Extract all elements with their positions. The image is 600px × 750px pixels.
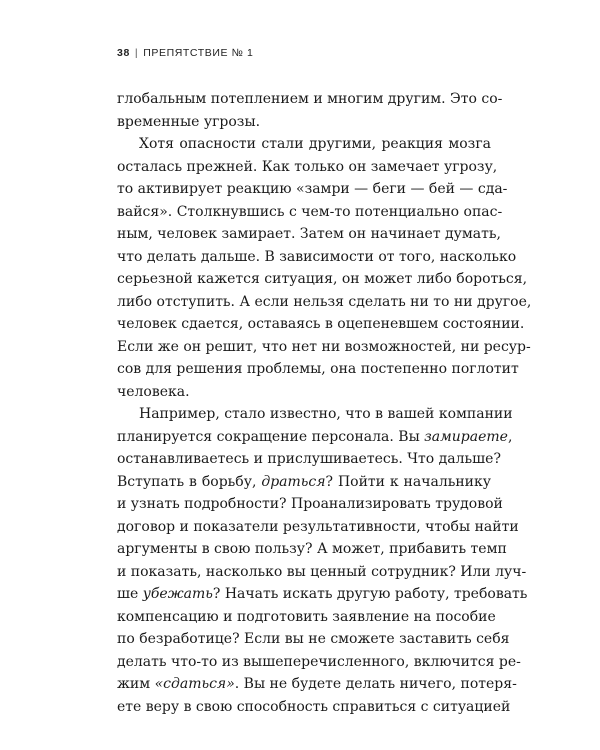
text-segment: Если же он решит, что нет ни возможностей, ни ресур- bbox=[117, 338, 531, 355]
text-line bbox=[117, 696, 511, 719]
text-line bbox=[117, 358, 519, 381]
text-segment: аргументы в свою пользу? А может, прибавить темп bbox=[117, 541, 507, 557]
text-line bbox=[117, 381, 491, 404]
text-segment: Например, стало известно, что в вашей компании bbox=[139, 406, 513, 422]
text-segment: планируется сокращение персонала. Вы bbox=[117, 428, 425, 445]
text-line bbox=[117, 628, 510, 651]
text-line bbox=[117, 201, 503, 224]
text-segment: Хотя опасности стали другими, реакция мозга bbox=[139, 136, 491, 152]
text-line bbox=[117, 561, 527, 584]
text-segment: . Вы не будете делать ничего, потеря- bbox=[234, 676, 517, 692]
text-line bbox=[117, 336, 531, 359]
text-line bbox=[117, 493, 503, 516]
text-segment: временные угрозы. bbox=[117, 113, 261, 130]
text-line bbox=[117, 426, 513, 449]
text-segment: сов для решения проблемы, она постепенно поглотит bbox=[117, 361, 519, 377]
text-segment: делать что-то из вышеперечисленного, включится ре- bbox=[117, 653, 521, 670]
italic-text: замираете bbox=[424, 428, 508, 445]
text-line bbox=[117, 471, 491, 494]
text-line bbox=[117, 246, 517, 269]
text-segment: человек сдается, оставаясь в оцепеневшем состоянии. bbox=[117, 316, 525, 332]
text-segment: глобальным потеплением и многим другим. Это со- bbox=[117, 91, 503, 107]
text-line bbox=[117, 448, 501, 471]
text-segment: ете веру в свою способность справиться с ситуацией bbox=[117, 698, 511, 715]
text-segment: либо отступить. А если нельзя сделать ни то ни другое, bbox=[117, 293, 532, 310]
text-line bbox=[117, 606, 496, 629]
text-segment: вайся». Столкнувшись с чем-то потенциально опас- bbox=[117, 203, 503, 220]
text-segment: человека. bbox=[117, 383, 190, 400]
text-segment: , bbox=[507, 428, 513, 445]
text-line bbox=[117, 538, 507, 561]
text-segment: осталась прежней. Как только он замечает угрозу, bbox=[117, 158, 498, 175]
text-segment: договор и показатели результативности, чтобы найти bbox=[117, 518, 519, 535]
text-line bbox=[117, 223, 501, 246]
text-segment: ным, человек замирает. Затем он начинает думать, bbox=[117, 226, 501, 242]
header-separator: | bbox=[134, 47, 139, 59]
text-segment: серьезной кажется ситуация, он может либо бороться, bbox=[117, 271, 528, 287]
text-segment: то активирует реакцию «замри — беги — бей — сда- bbox=[117, 181, 508, 197]
italic-text: убежать bbox=[142, 586, 213, 602]
text-line bbox=[117, 673, 517, 696]
text-line bbox=[117, 178, 508, 201]
text-line bbox=[117, 111, 491, 134]
italic-text: «сдаться» bbox=[154, 676, 235, 692]
text-segment: и узнать подробности? Проанализировать трудовой bbox=[117, 496, 503, 512]
text-line bbox=[117, 133, 491, 156]
text-segment: Вступать в борьбу, bbox=[117, 473, 262, 490]
text-segment: что делать дальше. В зависимости от того, насколько bbox=[117, 248, 517, 265]
running-header bbox=[117, 47, 253, 59]
page-number: 38 bbox=[117, 47, 130, 59]
text-line bbox=[117, 583, 528, 606]
text-segment: компенсацию и подготовить заявление на пособие bbox=[117, 608, 496, 625]
text-line bbox=[117, 313, 525, 336]
text-segment: останавливаетесь и прислушиваетесь. Что дальше? bbox=[117, 451, 501, 467]
text-segment: ? Пойти к начальнику bbox=[325, 473, 491, 490]
text-line bbox=[117, 88, 503, 111]
text-line bbox=[117, 268, 528, 291]
text-segment: и показать, насколько вы ценный сотрудник? Или луч- bbox=[117, 563, 527, 580]
chapter-title: ПРЕПЯТСТВИЕ № 1 bbox=[143, 47, 254, 59]
text-line bbox=[117, 156, 498, 179]
text-segment: жим bbox=[117, 676, 155, 692]
body-text bbox=[117, 88, 532, 718]
text-line bbox=[117, 651, 521, 674]
text-line bbox=[117, 516, 519, 539]
text-line bbox=[117, 403, 513, 426]
italic-text: драться bbox=[261, 473, 326, 490]
text-segment: ? Начать искать другую работу, требовать bbox=[212, 586, 528, 602]
text-line bbox=[117, 291, 532, 314]
text-segment: ше bbox=[117, 586, 143, 602]
text-segment: по безработице? Если вы не сможете заставить себя bbox=[117, 631, 510, 647]
